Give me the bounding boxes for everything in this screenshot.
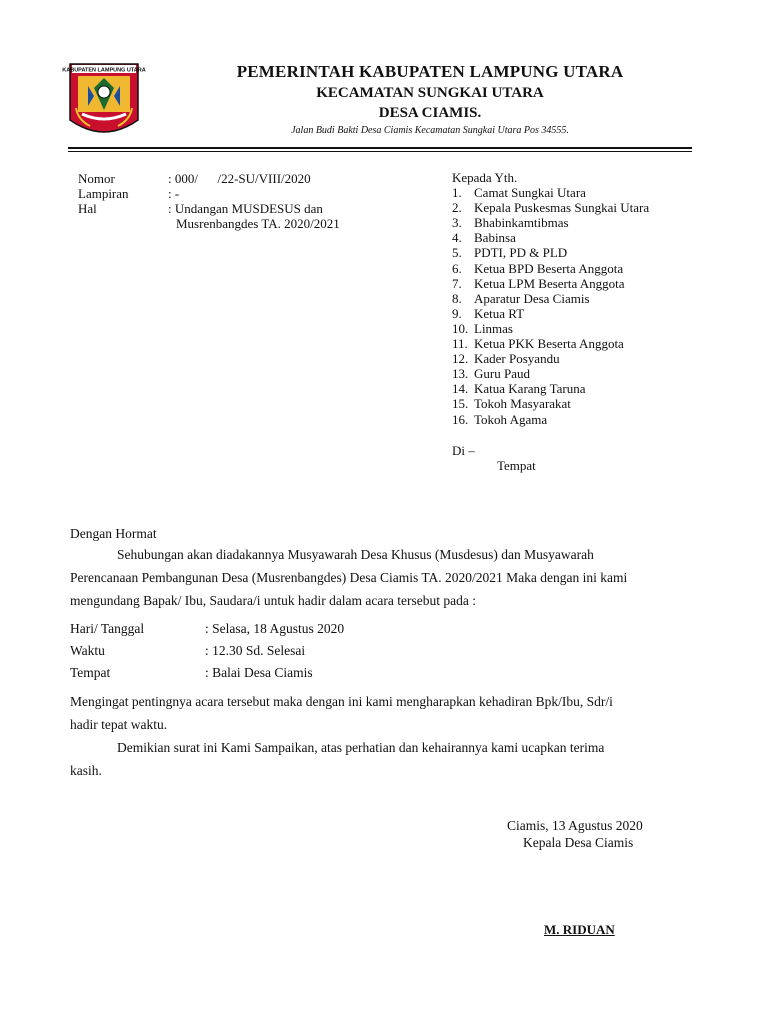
list-text: Babinsa <box>474 230 516 246</box>
list-item <box>452 396 649 411</box>
list-number: 9. <box>452 305 462 321</box>
lampiran-label: Lampiran <box>78 186 129 201</box>
signature-position: Kepala Desa Ciamis <box>523 835 634 850</box>
list-item <box>452 321 649 336</box>
list-item <box>452 200 649 215</box>
list-number: 13. <box>452 366 469 382</box>
list-number: 10. <box>452 320 469 336</box>
list-item <box>452 245 649 260</box>
list-number: 14. <box>452 381 469 397</box>
list-text: Ketua RT <box>474 305 525 321</box>
letterhead-rule-thick <box>68 147 692 149</box>
list-number: 7. <box>452 275 462 291</box>
list-text: Bhabinkamtibmas <box>474 215 569 231</box>
recipient-di: Di – <box>452 443 475 458</box>
list-text: PDTI, PD & PLD <box>474 245 568 261</box>
list-text: Ketua LPM Beserta Anggota <box>474 275 625 291</box>
list-text: Katua Karang Taruna <box>474 381 586 397</box>
hal-value-line1: : Undangan MUSDESUS dan <box>168 201 323 216</box>
list-item <box>452 291 649 306</box>
recipient-list <box>452 170 649 427</box>
hal-value-line2: Musrenbangdes TA. 2020/2021 <box>176 216 340 231</box>
paragraph-3-line-2: kasih. <box>70 763 102 778</box>
paragraph-1-line-1: Sehubungan akan diadakannya Musyawarah Desa Khusus (Musdesus) dan Musyawarah <box>117 547 594 562</box>
letterhead-title: PEMERINTAH KABUPATEN LAMPUNG UTARA <box>236 62 624 81</box>
list-number: 3. <box>452 215 462 231</box>
detail-label-time: Waktu <box>70 643 105 658</box>
list-item <box>452 412 649 427</box>
paragraph-3-line-1: Demikian surat ini Kami Sampaikan, atas perhatian dan kehairannya kami ucapkan terima <box>117 740 605 755</box>
list-item <box>452 351 649 366</box>
list-item <box>452 336 649 351</box>
list-text: Tokoh Masyarakat <box>474 396 571 412</box>
recipient-tempat: Tempat <box>497 458 536 473</box>
list-number: 6. <box>452 260 462 276</box>
list-text: Kader Posyandu <box>474 351 560 367</box>
list-item <box>452 276 649 291</box>
detail-value-date: : Selasa, 18 Agustus 2020 <box>205 621 345 636</box>
list-number: 1. <box>452 185 462 201</box>
greeting: Dengan Hormat <box>70 526 157 541</box>
letterhead-subtitle-kecamatan: KECAMATAN SUNGKAI UTARA <box>316 85 544 101</box>
lampiran-value: : - <box>168 186 180 201</box>
nomor-value: : 000/ /22-SU/VIII/2020 <box>168 171 311 186</box>
list-text: Aparatur Desa Ciamis <box>474 290 590 306</box>
list-number: 5. <box>452 245 462 261</box>
detail-value-place: : Balai Desa Ciamis <box>205 665 313 680</box>
paragraph-2-line-2: hadir tepat waktu. <box>70 717 168 732</box>
list-item <box>452 261 649 276</box>
list-number: 15. <box>452 396 469 412</box>
detail-value-time: : 12.30 Sd. Selesai <box>205 643 306 658</box>
list-number: 8. <box>452 290 462 306</box>
detail-label-date: Hari/ Tanggal <box>70 621 145 636</box>
paragraph-1-line-2: Perencanaan Pembangunan Desa (Musrenbangdes) Desa Ciamis TA. 2020/2021 Maka dengan ini kami <box>70 570 628 585</box>
recipient-heading: Kepada Yth. <box>452 170 518 185</box>
paragraph-2-line-1: Mengingat pentingnya acara tersebut maka dengan ini kami mengharapkan kehadiran Bpk/Ibu, Sdr/i <box>70 694 613 709</box>
list-text: Ketua BPD Beserta Anggota <box>474 260 624 276</box>
list-text: Linmas <box>474 320 513 336</box>
detail-label-place: Tempat <box>70 665 111 680</box>
logo-text: KABUPATEN LAMPUNG UTARA <box>62 67 146 74</box>
list-text: Camat Sungkai Utara <box>474 185 586 201</box>
nomor-label: Nomor <box>78 171 115 186</box>
letterhead-subtitle-desa: DESA CIAMIS. <box>378 105 482 121</box>
signature-name: M. RIDUAN <box>544 922 615 937</box>
letterhead-rule-thin <box>68 151 692 152</box>
list-number: 11. <box>452 336 468 352</box>
list-item <box>452 366 649 381</box>
kabupaten-logo <box>62 62 146 140</box>
list-item <box>452 215 649 230</box>
list-number: 4. <box>452 230 462 246</box>
list-number: 16. <box>452 411 469 427</box>
list-text: Kepala Puskesmas Sungkai Utara <box>474 200 650 216</box>
list-text: Tokoh Agama <box>474 411 548 427</box>
list-number: 2. <box>452 200 462 216</box>
list-text: Guru Paud <box>474 366 530 382</box>
list-item <box>452 381 649 396</box>
letterhead-address: Jalan Budi Bakti Desa Ciamis Kecamatan Sungkai Utara Pos 34555. <box>291 125 569 136</box>
list-item <box>452 230 649 245</box>
list-text: Ketua PKK Beserta Anggota <box>474 336 624 352</box>
paragraph-1-line-3: mengundang Bapak/ Ibu, Saudara/i untuk hadir dalam acara tersebut pada : <box>70 593 476 608</box>
list-number: 12. <box>452 351 469 367</box>
hal-label: Hal <box>78 201 97 216</box>
list-item <box>452 306 649 321</box>
signature-place-date: Ciamis, 13 Agustus 2020 <box>507 818 643 833</box>
list-item <box>452 185 649 200</box>
